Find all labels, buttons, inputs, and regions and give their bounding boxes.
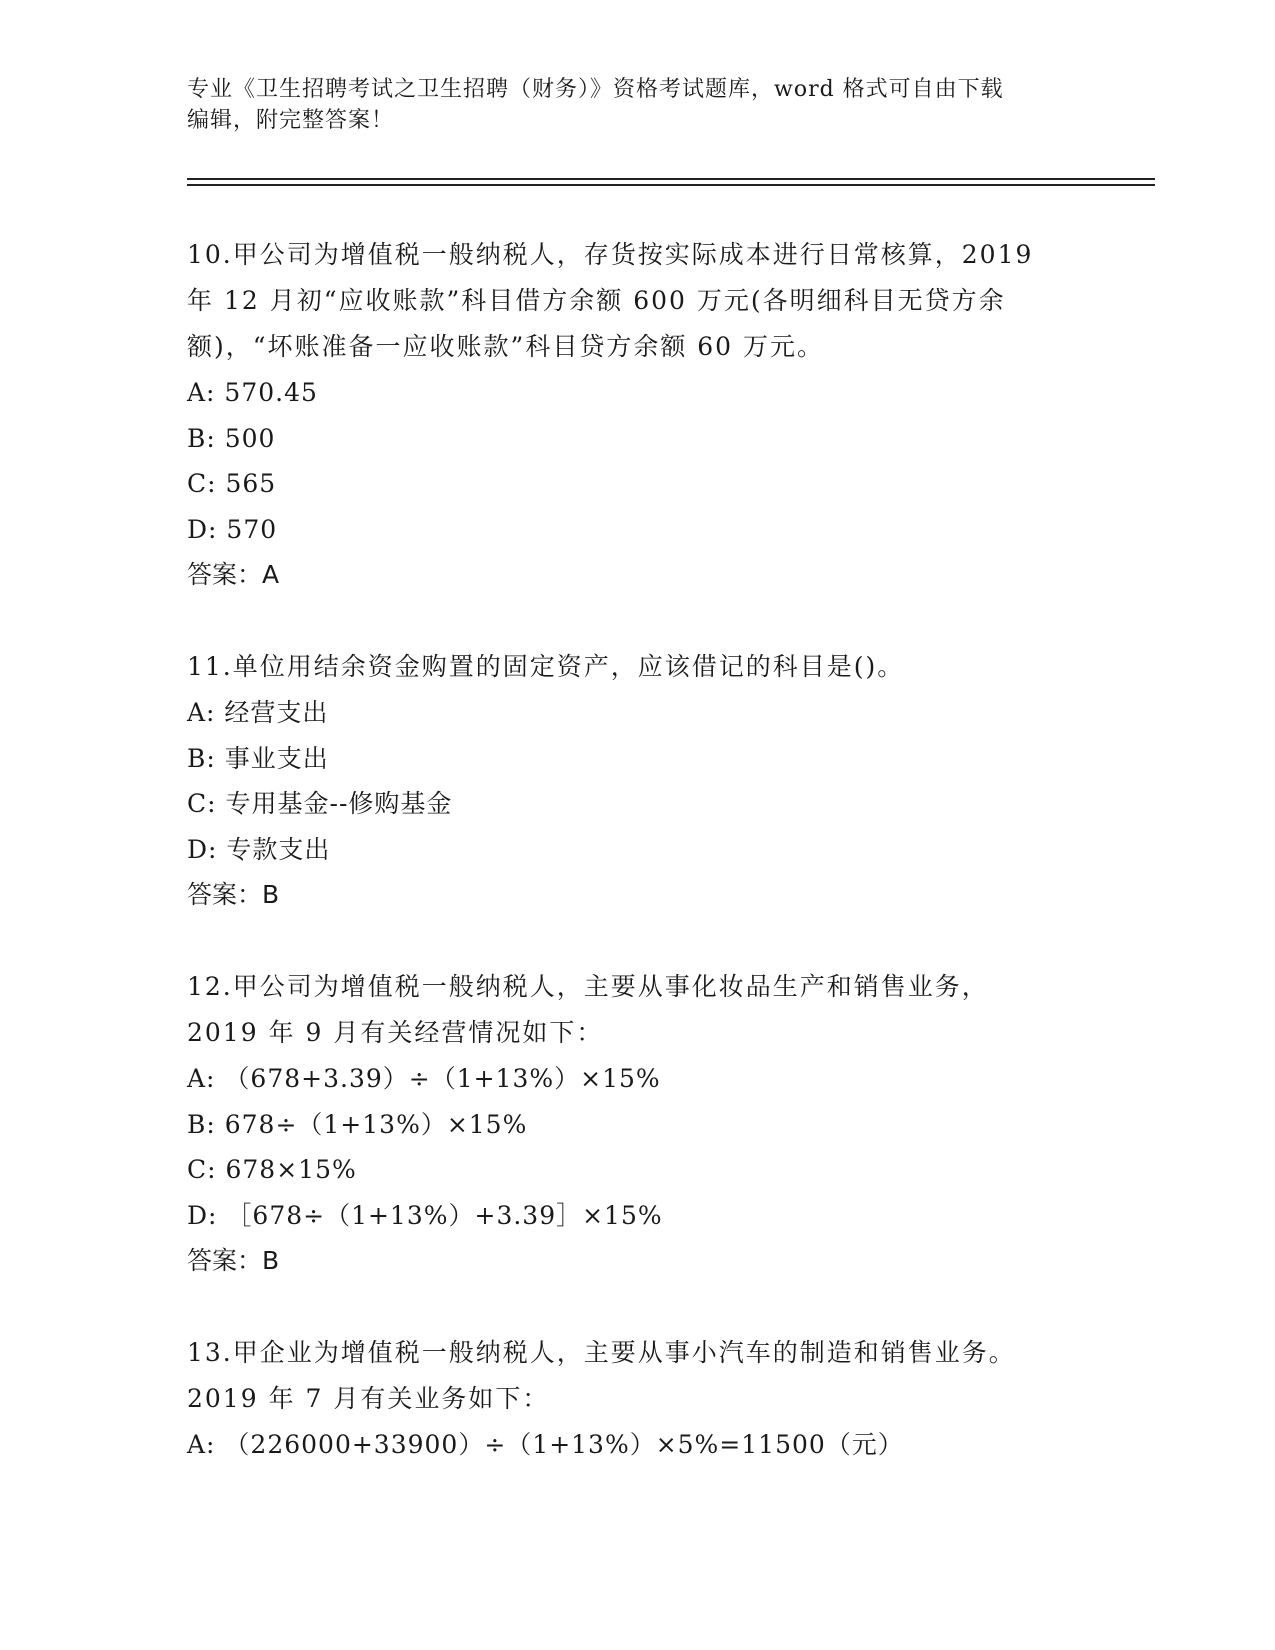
question-stem-line: 12.甲公司为增值税一般纳税人，主要从事化妆品生产和销售业务， bbox=[187, 972, 989, 1001]
header-line-2: 编辑，附完整答案！ bbox=[187, 108, 395, 133]
option-a: A: （226000+33900）÷（1+13%）×5%=11500（元） bbox=[187, 1430, 904, 1459]
question-stem-line: 年 12 月初“应收账款”科目借方余额 600 万元(各明细科目无贷方余 bbox=[187, 286, 1006, 315]
option-a: A: 经营支出 bbox=[187, 698, 329, 727]
option-c: C: 678×15% bbox=[187, 1155, 357, 1184]
question-stem-line: 额)，“坏账准备一应收账款”科目贷方余额 60 万元。 bbox=[187, 332, 825, 361]
question-stem-line: 2019 年 9 月有关经营情况如下： bbox=[187, 1018, 604, 1047]
answer-line: 答案：A bbox=[187, 560, 280, 589]
document-header bbox=[187, 74, 1087, 136]
question-10 bbox=[187, 232, 1087, 598]
option-d: D: 570 bbox=[187, 514, 278, 544]
answer-line: 答案：B bbox=[187, 1246, 280, 1275]
question-stem-line: 13.甲企业为增值税一般纳税人，主要从事小汽车的制造和销售业务。 bbox=[187, 1338, 1016, 1367]
header-divider-top bbox=[187, 178, 1155, 180]
question-13 bbox=[187, 1330, 1087, 1468]
option-b: B: 事业支出 bbox=[187, 743, 329, 773]
question-stem-line: 11.单位用结余资金购置的固定资产，应该借记的科目是()。 bbox=[187, 652, 905, 681]
option-d: D: ［678÷（1+13%）+3.39］×15% bbox=[187, 1200, 663, 1230]
option-a: A: 570.45 bbox=[187, 378, 318, 407]
question-stem-line: 10.甲公司为增值税一般纳税人，存货按实际成本进行日常核算，2019 bbox=[187, 240, 1034, 269]
option-a: A: （678+3.39）÷（1+13%）×15% bbox=[187, 1064, 661, 1093]
header-divider-bottom bbox=[187, 184, 1155, 186]
question-list bbox=[187, 232, 1087, 1514]
option-b: B: 500 bbox=[187, 423, 276, 453]
header-line-1: 专业《卫生招聘考试之卫生招聘（财务）》资格考试题库，word 格式可自由下载 bbox=[187, 77, 1004, 102]
option-c: C: 565 bbox=[187, 469, 277, 498]
question-stem-line: 2019 年 7 月有关业务如下： bbox=[187, 1384, 550, 1413]
option-b: B: 678÷（1+13%）×15% bbox=[187, 1109, 528, 1139]
option-d: D: 专款支出 bbox=[187, 834, 331, 864]
question-12 bbox=[187, 964, 1087, 1284]
answer-line: 答案：B bbox=[187, 880, 280, 909]
option-c: C: 专用基金--修购基金 bbox=[187, 789, 453, 818]
question-11 bbox=[187, 644, 1087, 918]
